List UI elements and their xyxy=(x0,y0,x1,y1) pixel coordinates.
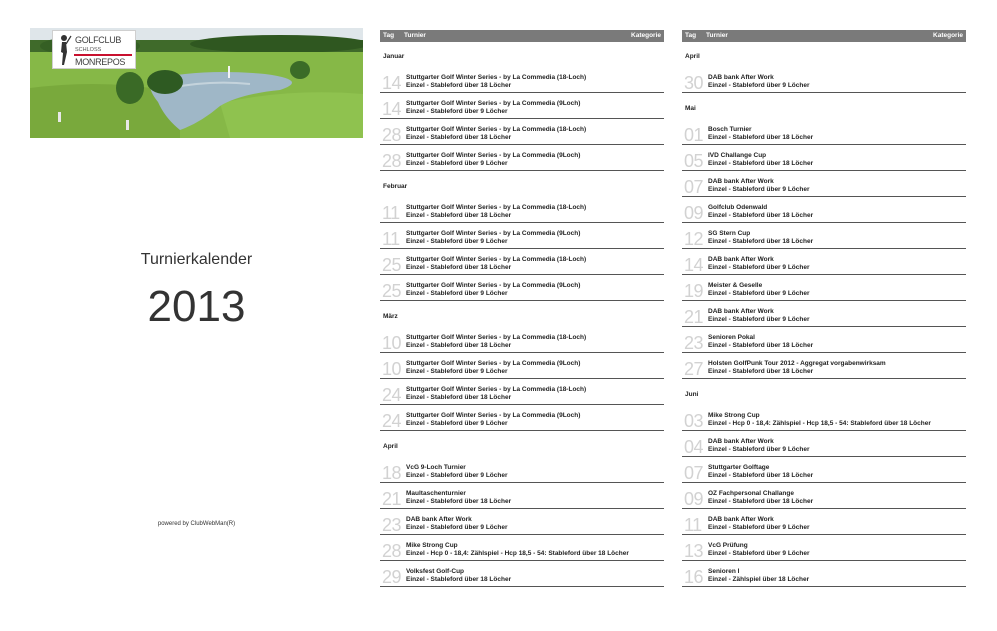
event-format: Einzel - Stableford über 9 Löcher xyxy=(708,264,810,271)
tournament-row[interactable] xyxy=(380,146,664,171)
powered-by-text: powered by ClubWebMan(R) xyxy=(157,521,236,527)
event-name: OZ Fachpersonal Challange xyxy=(708,490,794,497)
event-format: Einzel - Stableford über 9 Löcher xyxy=(406,368,508,375)
event-format: Einzel - Stableford über 18 Löcher xyxy=(406,82,512,89)
event-day: 21 xyxy=(684,307,704,327)
event-name: DAB bank After Work xyxy=(708,256,774,263)
event-format: Einzel - Stableford über 18 Löcher xyxy=(406,212,512,219)
event-day: 11 xyxy=(382,203,400,223)
event-name: Golfclub Odenwald xyxy=(708,204,768,211)
logo-line-1: GOLFCLUB xyxy=(75,35,122,45)
event-name: SG Stern Cup xyxy=(708,230,751,237)
event-format: Einzel - Stableford über 9 Löcher xyxy=(406,472,508,479)
header-day: Tag xyxy=(685,32,697,39)
event-format: Einzel - Stableford über 9 Löcher xyxy=(406,420,508,427)
calendar-body xyxy=(380,42,664,587)
event-day: 25 xyxy=(382,255,402,275)
tournament-row[interactable] xyxy=(682,68,966,93)
event-day: 25 xyxy=(382,281,402,301)
event-name: Stuttgarter Golf Winter Series - by La Commedia (9Loch) xyxy=(406,230,581,237)
event-format: Einzel - Zählspiel über 18 Löcher xyxy=(708,576,810,583)
golf-course-photo xyxy=(30,28,363,138)
event-day: 10 xyxy=(382,333,402,353)
event-format: Einzel - Stableford über 18 Löcher xyxy=(708,134,814,141)
tournament-row[interactable] xyxy=(682,250,966,275)
header-event: Turnier xyxy=(706,32,728,39)
event-name: Stuttgarter Golf Winter Series - by La Commedia (18-Loch) xyxy=(406,126,587,133)
event-day: 09 xyxy=(684,489,704,509)
event-day: 24 xyxy=(382,385,402,405)
event-format: Einzel - Stableford über 18 Löcher xyxy=(708,160,814,167)
event-day: 28 xyxy=(382,125,402,145)
event-name: Stuttgarter Golf Winter Series - by La Commedia (9Loch) xyxy=(406,360,581,367)
event-day: 28 xyxy=(382,151,402,171)
event-format: Einzel - Stableford über 9 Löcher xyxy=(406,524,508,531)
calendar-column-1 xyxy=(380,30,664,588)
tournament-row[interactable] xyxy=(380,536,664,561)
event-name: DAB bank After Work xyxy=(406,516,472,523)
month-heading: Mai xyxy=(685,105,696,112)
event-day: 30 xyxy=(684,73,704,93)
event-name: Stuttgarter Golf Winter Series - by La Commedia (18-Loch) xyxy=(406,386,587,393)
month-heading: Februar xyxy=(383,183,408,190)
month-heading: April xyxy=(383,443,398,450)
logo-line-3: MONREPOS xyxy=(75,57,126,67)
event-day: 11 xyxy=(684,515,702,535)
tournament-row[interactable] xyxy=(380,68,664,93)
event-name: Stuttgarter Golf Winter Series - by La Commedia (18-Loch) xyxy=(406,204,587,211)
event-name: Stuttgarter Golf Winter Series - by La Commedia (9Loch) xyxy=(406,152,581,159)
event-name: Stuttgarter Golftage xyxy=(708,464,770,471)
calendar-body xyxy=(682,42,966,587)
month-heading: Juni xyxy=(685,391,699,398)
event-format: Einzel - Stableford über 9 Löcher xyxy=(406,160,508,167)
event-name: DAB bank After Work xyxy=(708,308,774,315)
event-day: 28 xyxy=(382,541,402,561)
event-day: 09 xyxy=(684,203,704,223)
tournament-row[interactable] xyxy=(682,276,966,301)
event-name: Stuttgarter Golf Winter Series - by La Commedia (18-Loch) xyxy=(406,256,587,263)
calendar-column-2 xyxy=(682,30,966,588)
event-format: Einzel - Stableford über 9 Löcher xyxy=(708,186,810,193)
tournament-row[interactable] xyxy=(682,120,966,145)
tournament-row[interactable] xyxy=(682,172,966,197)
page-title: Turnierkalender xyxy=(140,251,253,268)
event-day: 14 xyxy=(382,73,402,93)
event-day: 23 xyxy=(382,515,402,535)
event-day: 01 xyxy=(684,125,704,145)
tournament-row[interactable] xyxy=(682,146,966,171)
event-day: 14 xyxy=(382,99,402,119)
event-format: Einzel - Stableford über 18 Löcher xyxy=(708,238,814,245)
event-day: 21 xyxy=(382,489,402,509)
tournament-row[interactable] xyxy=(682,406,966,431)
event-name: Senioren Pokal xyxy=(708,334,755,341)
event-day: 27 xyxy=(684,359,704,379)
event-format: Einzel - Stableford über 9 Löcher xyxy=(708,550,810,557)
event-format: Einzel - Stableford über 18 Löcher xyxy=(708,472,814,479)
tournament-row[interactable] xyxy=(682,510,966,535)
event-name: VcG Prüfung xyxy=(708,542,748,549)
event-name: DAB bank After Work xyxy=(708,178,774,185)
tournament-row[interactable] xyxy=(682,328,966,353)
tournament-row[interactable] xyxy=(380,94,664,119)
event-format: Einzel - Stableford über 18 Löcher xyxy=(406,576,512,583)
event-day: 18 xyxy=(382,463,402,483)
event-day: 13 xyxy=(684,541,704,561)
event-format: Einzel - Stableford über 18 Löcher xyxy=(708,342,814,349)
event-day: 23 xyxy=(684,333,704,353)
table-header xyxy=(682,30,966,42)
event-day: 11 xyxy=(382,229,400,249)
month-heading: März xyxy=(383,313,398,320)
event-name: Stuttgarter Golf Winter Series - by La Commedia (9Loch) xyxy=(406,282,581,289)
event-day: 04 xyxy=(684,437,704,457)
event-format: Einzel - Stableford über 9 Löcher xyxy=(406,290,508,297)
month-heading: April xyxy=(685,53,700,60)
tournament-row[interactable] xyxy=(380,562,664,587)
tournament-row[interactable] xyxy=(380,406,664,431)
event-day: 14 xyxy=(684,255,704,275)
tournament-row[interactable] xyxy=(682,354,966,379)
tournament-row[interactable] xyxy=(380,120,664,145)
event-name: DAB bank After Work xyxy=(708,438,774,445)
tournament-row[interactable] xyxy=(380,198,664,223)
event-name: Bosch Turnier xyxy=(708,126,752,133)
event-format: Einzel - Stableford über 18 Löcher xyxy=(406,264,512,271)
event-name: Stuttgarter Golf Winter Series - by La Commedia (18-Loch) xyxy=(406,74,587,81)
event-name: Holsten GolfPunk Tour 2012 - Aggregat vorgabenwirksam xyxy=(708,360,886,367)
event-format: Einzel - Stableford über 18 Löcher xyxy=(406,342,512,349)
event-day: 05 xyxy=(684,151,704,171)
header-category: Kategorie xyxy=(933,32,963,39)
tournament-row[interactable] xyxy=(682,432,966,457)
header-event: Turnier xyxy=(404,32,426,39)
event-day: 19 xyxy=(684,281,704,301)
event-format: Einzel - Stableford über 9 Löcher xyxy=(708,82,810,89)
month-heading: Januar xyxy=(383,53,405,60)
event-name: Mike Strong Cup xyxy=(406,542,458,549)
tournament-row[interactable] xyxy=(380,354,664,379)
event-format: Einzel - Stableford über 9 Löcher xyxy=(708,524,810,531)
event-name: Meister & Geselle xyxy=(708,282,763,289)
event-day: 03 xyxy=(684,411,704,431)
event-format: Einzel - Stableford über 18 Löcher xyxy=(708,498,814,505)
tournament-row[interactable] xyxy=(682,458,966,483)
event-name: Stuttgarter Golf Winter Series - by La Commedia (18-Loch) xyxy=(406,334,587,341)
event-name: VcG 9-Loch Turnier xyxy=(406,464,466,471)
event-format: Einzel - Stableford über 9 Löcher xyxy=(708,290,810,297)
event-day: 16 xyxy=(684,567,704,587)
event-name: Senioren I xyxy=(708,568,740,575)
event-name: Maultaschenturnier xyxy=(406,490,466,497)
tournament-row[interactable] xyxy=(380,458,664,483)
tournament-row[interactable] xyxy=(682,484,966,509)
event-format: Einzel - Stableford über 18 Löcher xyxy=(708,368,814,375)
tournament-row[interactable] xyxy=(682,302,966,327)
event-format: Einzel - Stableford über 9 Löcher xyxy=(406,108,508,115)
event-day: 07 xyxy=(684,177,704,197)
event-name: IVD Challange Cup xyxy=(708,152,767,159)
event-format: Einzel - Stableford über 18 Löcher xyxy=(406,394,512,401)
event-day: 24 xyxy=(382,411,402,431)
header-day: Tag xyxy=(383,32,395,39)
event-format: Einzel - Stableford über 18 Löcher xyxy=(406,498,512,505)
tournament-row[interactable] xyxy=(380,484,664,509)
tournament-row[interactable] xyxy=(380,224,664,249)
tournament-row[interactable] xyxy=(380,510,664,535)
event-name: Mike Strong Cup xyxy=(708,412,760,419)
club-logo xyxy=(52,30,136,69)
event-format: Einzel - Hcp 0 - 18,4: Zählspiel - Hcp 18,5 - 54: Stableford über 18 Löcher xyxy=(406,550,629,557)
tournament-row[interactable] xyxy=(682,224,966,249)
logo-divider xyxy=(74,54,132,56)
event-day: 10 xyxy=(382,359,402,379)
table-header xyxy=(380,30,664,42)
logo-line-2: SCHLOSS xyxy=(75,47,102,53)
header-category: Kategorie xyxy=(631,32,661,39)
tournament-row[interactable] xyxy=(380,380,664,405)
event-format: Einzel - Stableford über 18 Löcher xyxy=(708,212,814,219)
event-format: Einzel - Stableford über 9 Löcher xyxy=(708,316,810,323)
tournament-row[interactable] xyxy=(380,328,664,353)
event-name: Stuttgarter Golf Winter Series - by La Commedia (9Loch) xyxy=(406,100,581,107)
tournament-row[interactable] xyxy=(682,562,966,587)
event-name: Stuttgarter Golf Winter Series - by La Commedia (9Loch) xyxy=(406,412,581,419)
event-name: DAB bank After Work xyxy=(708,74,774,81)
golfer-logo-icon xyxy=(56,34,72,66)
event-format: Einzel - Hcp 0 - 18,4: Zählspiel - Hcp 18,5 - 54: Stableford über 18 Löcher xyxy=(708,420,931,427)
calendar-year: 2013 xyxy=(147,282,246,331)
tournament-row[interactable] xyxy=(682,198,966,223)
event-name: DAB bank After Work xyxy=(708,516,774,523)
tournament-row[interactable] xyxy=(682,536,966,561)
event-day: 12 xyxy=(684,229,704,249)
event-name: Volksfest Golf-Cup xyxy=(406,568,465,575)
tournament-row[interactable] xyxy=(380,276,664,301)
event-day: 07 xyxy=(684,463,704,483)
tournament-row[interactable] xyxy=(380,250,664,275)
event-format: Einzel - Stableford über 18 Löcher xyxy=(406,134,512,141)
event-format: Einzel - Stableford über 9 Löcher xyxy=(406,238,508,245)
event-day: 29 xyxy=(382,567,402,587)
event-format: Einzel - Stableford über 9 Löcher xyxy=(708,446,810,453)
